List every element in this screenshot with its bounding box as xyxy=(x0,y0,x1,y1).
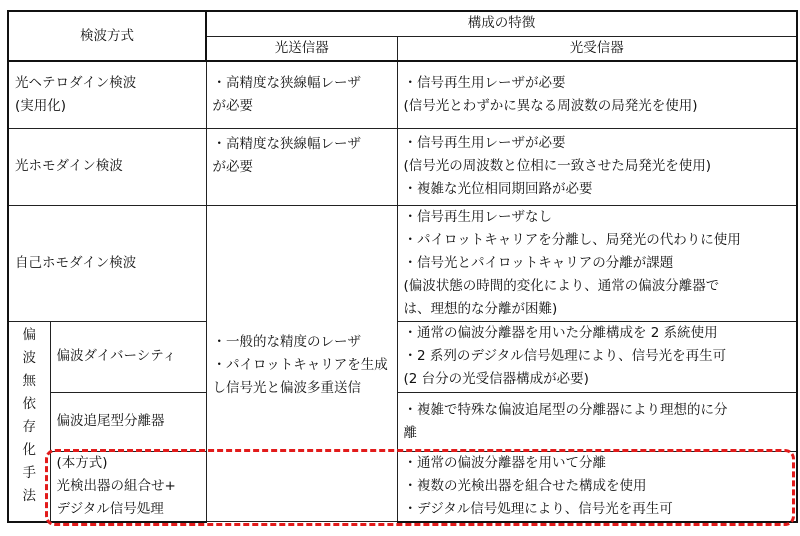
table-row-self-homodyne xyxy=(8,205,797,321)
receiver-text: ・複雑な光位相同期回路が必要 xyxy=(403,181,593,197)
receiver-text: (偏波状態の時間的変化により、通常の偏波分離器で xyxy=(403,277,720,294)
receiver-cell xyxy=(397,392,797,451)
method-text: デジタル信号処理 xyxy=(56,500,164,517)
group-label-char: 波 xyxy=(22,349,36,366)
receiver-text: は、理想的な分離が困難) xyxy=(403,300,558,317)
shared-transmitter-cell xyxy=(206,205,397,522)
receiver-text: (信号光とわずかに異なる周波数の局発光を使用) xyxy=(403,97,698,114)
header-transmitter: 光送信器 xyxy=(206,36,397,61)
header-receiver: 光受信器 xyxy=(397,36,797,61)
receiver-text: (信号光の周波数と位相に一致させた局発光を使用) xyxy=(403,158,712,174)
group-label-char: 依 xyxy=(22,395,36,412)
detection-method-comparison-table xyxy=(7,10,798,523)
receiver-cell xyxy=(397,451,797,522)
receiver-text: ・パイロットキャリアを分離し、局発光の代わりに使用 xyxy=(403,231,741,248)
group-label-polarization-independent xyxy=(8,321,50,522)
group-label-char: 化 xyxy=(22,441,36,458)
table-row-polarization-tracking xyxy=(8,392,797,451)
receiver-text: ・2 系列のデジタル信号処理により、信号光を再生可 xyxy=(403,348,727,364)
group-label-char: 無 xyxy=(22,372,36,389)
table-row-polarization-diversity xyxy=(8,321,797,392)
receiver-text: ・複数の光検出器を組合せた構成を使用 xyxy=(403,477,647,494)
method-cell xyxy=(8,61,206,128)
transmitter-text: ・パイロットキャリアを生成 xyxy=(212,356,388,373)
group-label-char: 偏 xyxy=(22,326,36,343)
group-label-char: 法 xyxy=(22,487,36,504)
receiver-cell xyxy=(397,205,797,321)
transmitter-text: ・高精度な狭線幅レーザ xyxy=(212,135,361,152)
transmitter-cell xyxy=(206,128,397,205)
method-text: 自己ホモダイン検波 xyxy=(15,254,137,271)
method-cell xyxy=(50,392,206,451)
method-cell xyxy=(8,205,206,321)
receiver-text: ・通常の偏波分離器を用いて分離 xyxy=(403,454,606,471)
method-text: 偏波追尾型分離器 xyxy=(56,413,165,429)
method-cell xyxy=(50,321,206,392)
table-row-heterodyne xyxy=(8,61,797,128)
method-text: 光ヘテロダイン検波 xyxy=(15,74,137,91)
group-label-char: 手 xyxy=(22,464,36,481)
transmitter-text: が必要 xyxy=(212,158,253,175)
method-cell xyxy=(8,128,206,205)
transmitter-text: が必要 xyxy=(212,97,253,114)
receiver-text: ・通常の偏波分離器を用いた分離構成を 2 系統使用 xyxy=(403,325,718,341)
receiver-text: ・信号再生用レーザが必要 xyxy=(403,135,566,151)
receiver-text: ・信号再生用レーザが必要 xyxy=(403,74,566,91)
receiver-text: 離 xyxy=(403,424,417,441)
table-row-homodyne xyxy=(8,128,797,205)
receiver-text: ・デジタル信号処理により、信号光を再生可 xyxy=(403,500,673,517)
method-text: (本方式) xyxy=(56,454,108,471)
transmitter-text: し信号光と偏波多重送信 xyxy=(212,379,361,396)
receiver-text: ・複雑で特殊な偏波追尾型の分離器により理想的に分 xyxy=(403,401,728,418)
transmitter-text: ・一般的な精度のレーザ xyxy=(212,333,361,350)
method-text: (実用化) xyxy=(15,97,67,114)
receiver-text: ・信号光とパイロットキャリアの分離が課題 xyxy=(403,254,674,271)
group-label-char: 存 xyxy=(22,418,36,435)
header-features: 構成の特徴 xyxy=(206,11,797,36)
receiver-cell xyxy=(397,128,797,205)
receiver-cell xyxy=(397,61,797,128)
method-text: 光ホモダイン検波 xyxy=(15,158,123,174)
method-text: 光検出器の組合せ+ xyxy=(56,477,176,494)
table-row-this-method xyxy=(8,451,797,522)
transmitter-text: ・高精度な狭線幅レーザ xyxy=(212,74,361,91)
method-cell xyxy=(50,451,206,522)
header-method: 検波方式 xyxy=(8,11,206,61)
receiver-text: ・信号再生用レーザなし xyxy=(403,208,552,225)
receiver-text: (2 台分の光受信器構成が必要) xyxy=(403,371,589,387)
transmitter-cell xyxy=(206,61,397,128)
method-text: 偏波ダイバーシティ xyxy=(56,348,177,364)
receiver-cell xyxy=(397,321,797,392)
